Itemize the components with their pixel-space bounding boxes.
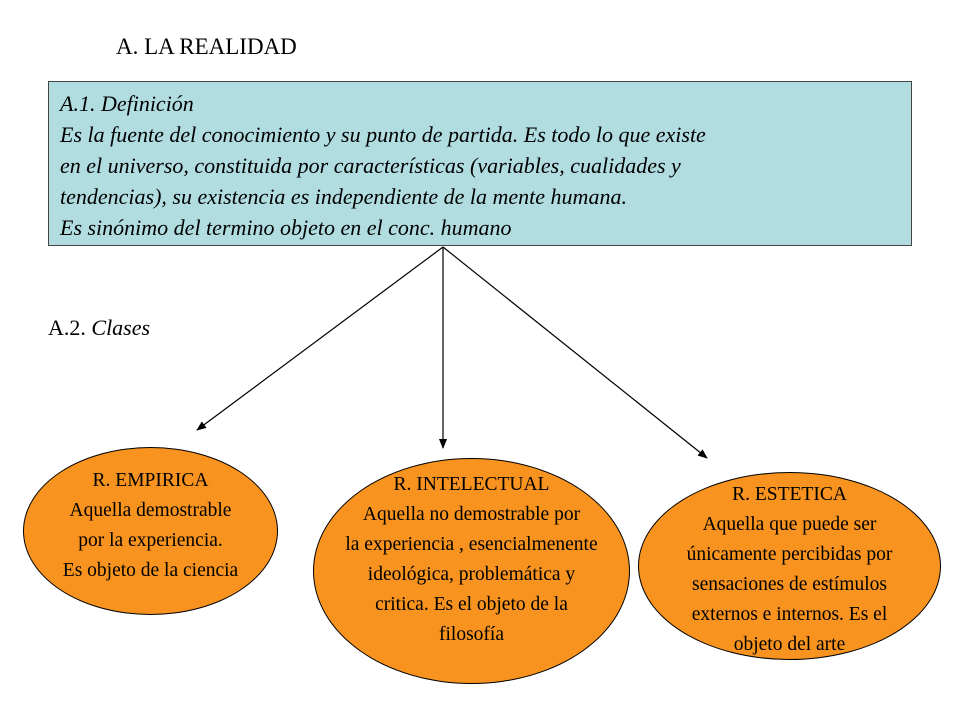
class-description-line: la experiencia , esencialmenente	[345, 534, 598, 555]
class-name: R. EMPIRICA	[92, 470, 209, 491]
definition-line: en el universo, constituida por características (variables, cualidades y	[60, 153, 681, 178]
class-description-line: por la experiencia.	[78, 530, 223, 551]
arrow-to-estetica	[443, 247, 707, 458]
classes-heading-label: Clases	[91, 315, 151, 340]
arrow-to-empirica	[197, 247, 443, 430]
definition-line: tendencias), su existencia es independiente de la mente humana.	[60, 184, 627, 209]
class-name: R. ESTETICA	[732, 484, 847, 505]
class-description-line: externos e internos. Es el	[691, 604, 888, 625]
class-description-line: objeto del arte	[733, 634, 846, 655]
definition-line: Es sinónimo del termino objeto en el conc. humano	[60, 215, 512, 240]
definition-line: Es la fuente del conocimiento y su punto de partida. Es todo lo que existe	[60, 122, 706, 147]
class-description-line: ideológica, problemática y	[367, 564, 576, 585]
class-description-line: Es objeto de la ciencia	[62, 560, 239, 581]
class-intelectual-ellipse	[313, 458, 630, 684]
page-title: A. LA REALIDAD	[116, 34, 297, 59]
class-name: R. INTELECTUAL	[393, 474, 550, 495]
class-description-line: sensaciones de estímulos	[692, 574, 887, 595]
definition-heading: A.1. Definición	[60, 91, 194, 116]
classes-heading-number: A.2.	[48, 315, 86, 340]
class-description-line: únicamente percibidas por	[686, 544, 893, 565]
class-description-line: Aquella demostrable	[69, 500, 232, 521]
class-estetica-ellipse	[638, 472, 941, 660]
class-description-line: Aquella que puede ser	[702, 514, 877, 535]
class-description-line: critica. Es el objeto de la	[375, 594, 568, 615]
class-description-line: filosofía	[439, 624, 504, 645]
class-empirica-ellipse	[23, 447, 278, 615]
class-description-line: Aquella no demostrable por	[362, 504, 581, 525]
